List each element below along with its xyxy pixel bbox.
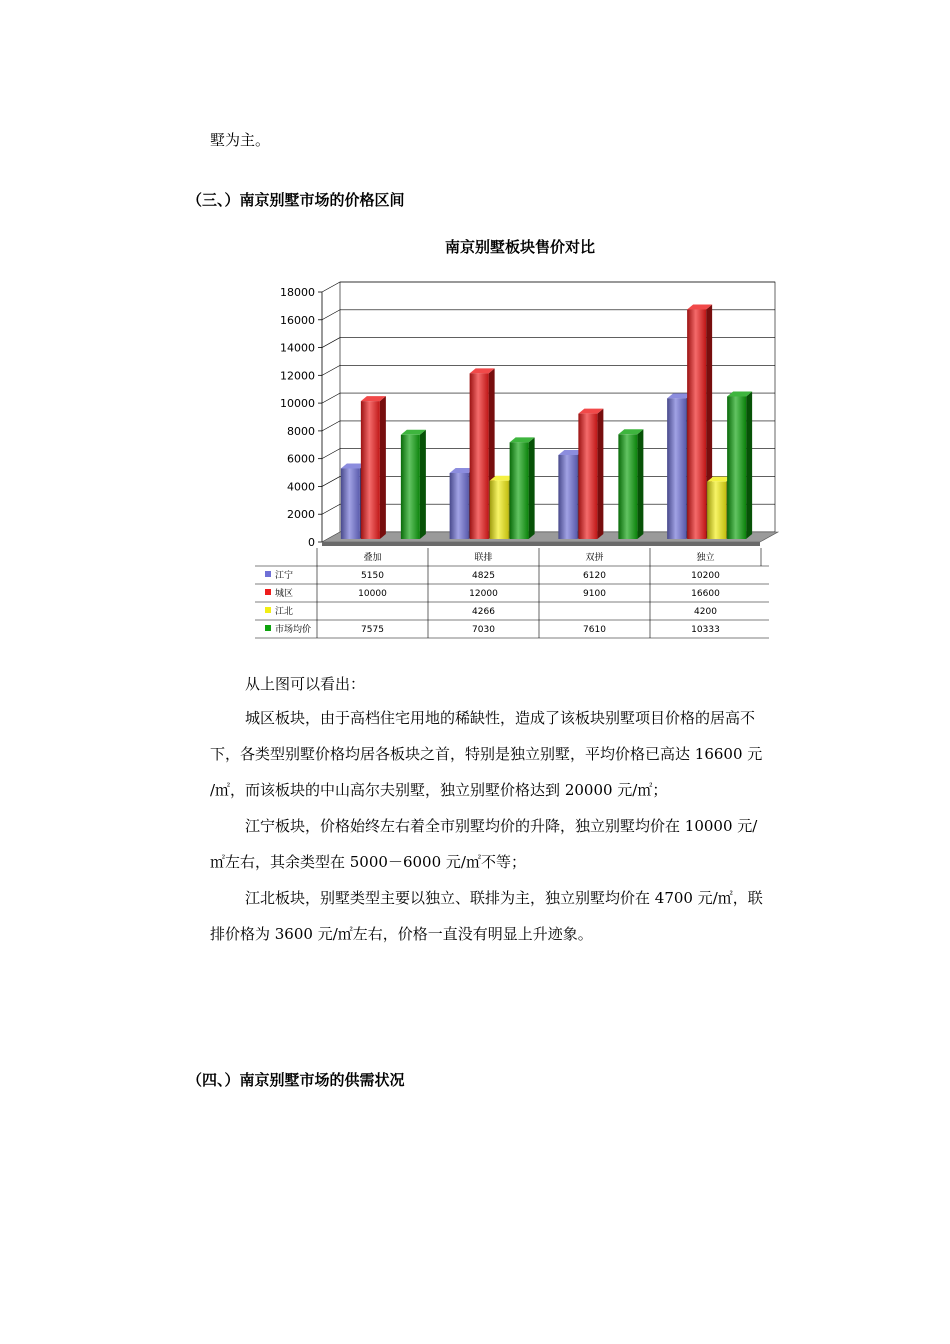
grid-line-side xyxy=(322,282,340,292)
grid-line-side xyxy=(322,393,340,403)
chart-floor-edge xyxy=(322,542,760,546)
grid-line-side xyxy=(322,338,340,348)
table-category-label: 联排 xyxy=(474,553,493,563)
chart-data-table xyxy=(255,548,769,638)
y-tick-label: 12000 xyxy=(280,369,315,383)
grid-line-side xyxy=(322,504,340,514)
legend-series-name: 江宁 xyxy=(275,571,294,581)
grid-line-side xyxy=(322,365,340,375)
grid-line-side xyxy=(322,310,340,320)
legend-swatch xyxy=(265,589,271,595)
grid-line-side xyxy=(322,449,340,459)
table-value: 4200 xyxy=(694,607,717,617)
para2-line-2: ㎡左右，其余类型在 5000－6000 元/㎡不等； xyxy=(210,853,526,871)
bar xyxy=(341,468,360,539)
y-tick-label: 16000 xyxy=(280,313,315,327)
bar-side xyxy=(420,430,426,539)
bar-side xyxy=(597,409,603,539)
para1-line-2: 下，各类型别墅价格均居各板块之首，特别是独立别墅，平均价格已高达 16600 元 xyxy=(210,745,763,763)
table-category-label: 独立 xyxy=(696,553,715,563)
y-tick-label: 10000 xyxy=(280,397,315,411)
legend-swatch xyxy=(265,607,271,613)
analysis-intro: 从上图可以看出： xyxy=(245,675,366,693)
y-tick-label: 18000 xyxy=(280,286,315,299)
table-value: 4825 xyxy=(472,571,495,581)
para1-line-3: /㎡，而该板块的中山高尔夫别墅，独立别墅价格达到 20000 元/㎡； xyxy=(210,781,668,799)
y-tick-label: 6000 xyxy=(287,452,315,466)
table-value: 9100 xyxy=(583,589,606,599)
chart-y-ticks xyxy=(280,286,315,549)
bar xyxy=(510,442,529,539)
para3-line-1: 江北板块，别墅类型主要以独立、联排为主，独立别墅均价在 4700 元/㎡，联 xyxy=(245,889,763,907)
bar xyxy=(470,373,489,539)
table-value: 6120 xyxy=(583,571,606,581)
para3-line-2: 排价格为 3600 元/㎡左右，价格一直没有明显上升迹象。 xyxy=(210,925,593,943)
table-value: 10333 xyxy=(691,625,720,635)
legend-swatch xyxy=(265,625,271,631)
bar-chart xyxy=(255,270,785,645)
chart-title: 南京别墅板块售价对比 xyxy=(444,238,595,256)
chart-svg xyxy=(255,270,785,645)
bar xyxy=(361,401,380,539)
y-tick-label: 8000 xyxy=(287,424,315,438)
table-value: 7030 xyxy=(472,625,495,635)
table-value: 10200 xyxy=(691,571,720,581)
section-heading-3: （三、）南京别墅市场的价格区间 xyxy=(187,191,405,209)
legend-series-name: 城区 xyxy=(275,589,294,599)
bar xyxy=(450,473,469,539)
table-value: 7575 xyxy=(361,625,384,635)
grid-line-side xyxy=(322,476,340,486)
bar xyxy=(490,481,509,539)
bar-side xyxy=(746,391,752,539)
grid-line-side xyxy=(322,421,340,431)
bar xyxy=(618,434,637,539)
section-heading-4: （四、）南京别墅市场的供需状况 xyxy=(187,1071,405,1089)
bar xyxy=(687,309,706,539)
bar xyxy=(558,455,577,539)
para1-line-1: 城区板块，由于高档住宅用地的稀缺性，造成了该板块别墅项目价格的居高不 xyxy=(245,709,756,727)
bar xyxy=(578,414,597,539)
bar-side xyxy=(637,429,643,539)
text-line-top: 墅为主。 xyxy=(210,131,271,149)
table-value: 12000 xyxy=(469,589,498,599)
table-value: 16600 xyxy=(691,589,720,599)
bar-side xyxy=(380,396,386,539)
bar xyxy=(667,398,686,539)
y-tick-label: 4000 xyxy=(287,480,315,494)
y-tick-label: 14000 xyxy=(280,341,315,355)
table-category-label: 双拼 xyxy=(585,553,604,563)
table-category-label: 叠加 xyxy=(363,553,382,563)
bar xyxy=(727,396,746,539)
legend-series-name: 市场均价 xyxy=(275,625,312,635)
table-value: 7610 xyxy=(583,625,606,635)
y-tick-label: 2000 xyxy=(287,508,315,522)
y-tick-label: 0 xyxy=(308,536,315,549)
table-value: 10000 xyxy=(358,589,387,599)
bar xyxy=(707,482,726,539)
table-value: 5150 xyxy=(361,571,384,581)
bar-side xyxy=(529,437,535,539)
table-value: 4266 xyxy=(472,607,495,617)
legend-swatch xyxy=(265,571,271,577)
bar xyxy=(401,435,420,539)
para2-line-1: 江宁板块，价格始终左右着全市别墅均价的升降，独立别墅均价在 10000 元/ xyxy=(245,817,758,835)
legend-series-name: 江北 xyxy=(275,607,294,617)
